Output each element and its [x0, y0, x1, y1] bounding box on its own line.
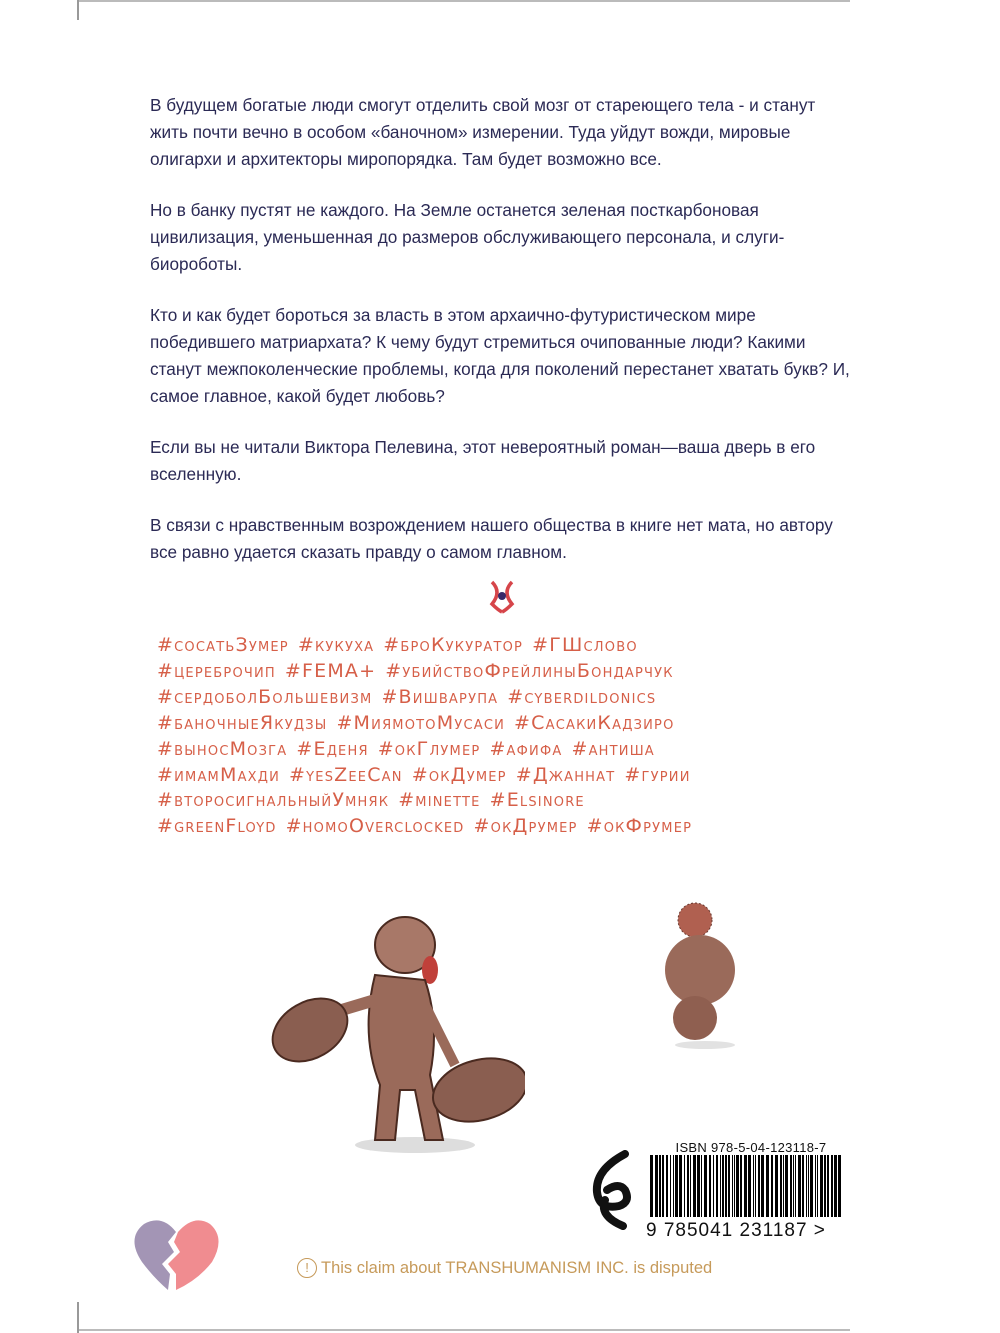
- barcode-bar: [802, 1155, 804, 1217]
- hashtag[interactable]: #СасакиКадзиро: [514, 711, 675, 734]
- page-border-bottom: [77, 1329, 850, 1331]
- barcode-bar: [675, 1155, 678, 1217]
- barcode-bar: [709, 1155, 711, 1217]
- isbn-digits: 9 785041 231187 >: [646, 1220, 826, 1241]
- barcode-bar: [755, 1155, 756, 1217]
- hashtag[interactable]: #выносМозга: [157, 737, 288, 760]
- hashtag[interactable]: #второсигнальныйУмняк: [157, 789, 390, 812]
- barcode-bar: [720, 1155, 721, 1217]
- barcode-bar: [771, 1155, 773, 1217]
- disputed-claim-notice[interactable]: [297, 1258, 712, 1278]
- hashtag[interactable]: #сердоболБольшевизм: [157, 685, 373, 708]
- hashtag[interactable]: #антиша: [571, 737, 655, 760]
- venus-figurine-illustration: [655, 900, 755, 1050]
- hashtag[interactable]: #homoOverclocked: [285, 815, 465, 838]
- barcode-bar: [775, 1155, 778, 1217]
- hashtag-list: [157, 633, 877, 840]
- hashtag[interactable]: #убийствоФрейлиныБондарчук: [385, 659, 674, 682]
- barcode-bar: [798, 1155, 801, 1217]
- hashtag[interactable]: #greenFloyd: [157, 815, 277, 838]
- hashtag[interactable]: #баночныеЯкудзы: [157, 711, 328, 734]
- hashtag[interactable]: #окГлумер: [377, 737, 481, 760]
- barcode-bar: [736, 1155, 739, 1217]
- barcode-bar: [670, 1155, 671, 1217]
- barcode-bar: [704, 1155, 707, 1217]
- barcode-bar: [687, 1155, 689, 1217]
- hashtag[interactable]: #гурии: [624, 763, 691, 786]
- barcode-bar: [783, 1155, 784, 1217]
- barcode-bar: [817, 1155, 818, 1217]
- blurb-paragraph: В будущем богатые люди смогут отделить свой мозг от стареющего тела - и станут жить почти вечно в особом «баночном» измерении. Туда уйдут вожди, мировые олигархи и архитекторы миропорядка. Там будет возможно все.: [150, 95, 816, 169]
- ornament-divider-icon: [488, 580, 516, 614]
- big-hands-man-illustration: [265, 905, 525, 1165]
- barcode-bar: [662, 1155, 664, 1217]
- barcode-bar: [808, 1155, 809, 1217]
- barcode-bar: [834, 1155, 837, 1217]
- barcode-bar: [795, 1155, 796, 1217]
- barcode-bar: [744, 1155, 747, 1217]
- barcode-bar: [753, 1155, 754, 1217]
- barcode-bar: [701, 1155, 702, 1217]
- barcode-bar: [693, 1155, 696, 1217]
- barcode-bar: [734, 1155, 735, 1217]
- barcode-bar: [831, 1155, 833, 1217]
- barcode-bar: [679, 1155, 682, 1217]
- notice-text: This claim about TRANSHUMANISM INC. is disputed: [321, 1258, 713, 1277]
- hashtag[interactable]: #yesZeeCan: [289, 763, 403, 786]
- hashtag[interactable]: #FEMA+: [284, 659, 377, 682]
- hashtag[interactable]: #окДрумер: [473, 815, 578, 838]
- hashtag[interactable]: #имамМахди: [157, 763, 281, 786]
- barcode-bar: [761, 1155, 764, 1217]
- hashtag[interactable]: #броКукуратор: [383, 634, 524, 656]
- barcode-bar: [713, 1155, 714, 1217]
- hashtag[interactable]: #Еденя: [296, 737, 369, 760]
- barcode-bar: [690, 1155, 691, 1217]
- barcode-bar: [785, 1155, 788, 1217]
- page-border-left: [77, 0, 79, 20]
- hashtag[interactable]: #кукуха: [297, 634, 375, 656]
- hashtag[interactable]: #окДумер: [411, 763, 507, 786]
- isbn-label: ISBN 978-5-04-123118-7: [675, 1140, 827, 1155]
- barcode-bar: [666, 1155, 668, 1217]
- barcode-bar: [810, 1155, 813, 1217]
- broken-heart-icon: [132, 1218, 220, 1293]
- barcode-bar: [780, 1155, 782, 1217]
- barcode-bar: [838, 1155, 841, 1217]
- barcode-bar: [820, 1155, 823, 1217]
- page-border-top: [77, 0, 850, 2]
- blurb-paragraph: Кто и как будет бороться за власть в этом архаично-футуристическом мире победившего матриархата? К чему будут стремиться очипованные люди? Какими станут межпоколенческие проблемы, когда для поколений перестанет хватать букв? И, самое главное, какой будет любовь?: [150, 305, 850, 406]
- hashtag[interactable]: #афифа: [489, 737, 563, 760]
- barcode-bar: [758, 1155, 760, 1217]
- book-blurb: [150, 92, 850, 590]
- barcode-bar: [748, 1155, 751, 1217]
- hashtag[interactable]: #цереброчип: [157, 659, 276, 682]
- blurb-paragraph: В связи с нравственным возрождением нашего общества в книге нет мата, но автору все равно удается сказать правду о самом главном.: [150, 515, 833, 562]
- barcode-bar: [827, 1155, 829, 1217]
- hashtag[interactable]: #Вишварупа: [381, 685, 499, 708]
- barcode-bar: [732, 1155, 733, 1217]
- barcode-bar: [766, 1155, 769, 1217]
- hashtag[interactable]: #окФрумер: [586, 815, 693, 838]
- hashtag[interactable]: #МиямотоМусаси: [336, 711, 506, 734]
- barcode-bar: [659, 1155, 661, 1217]
- hashtag[interactable]: #minette: [398, 789, 481, 812]
- barcode-bar: [815, 1155, 816, 1217]
- hashtag[interactable]: #Elsinore: [489, 789, 585, 812]
- barcode-bar: [722, 1155, 724, 1217]
- barcode-bar: [793, 1155, 794, 1217]
- barcode-bar: [655, 1155, 658, 1217]
- hashtag[interactable]: #cyberdildonics: [507, 685, 657, 708]
- barcode-bars: [646, 1155, 846, 1217]
- warning-icon: !: [297, 1258, 317, 1278]
- barcode-bar: [684, 1155, 685, 1217]
- page-border-left-bottom: [77, 1302, 79, 1333]
- barcode-bar: [650, 1155, 653, 1217]
- barcode-bar: [728, 1155, 730, 1217]
- barcode-bar: [806, 1155, 807, 1217]
- barcode-bar: [740, 1155, 742, 1217]
- barcode-bar: [725, 1155, 727, 1217]
- barcode-bar: [824, 1155, 826, 1217]
- barcode-bar: [716, 1155, 718, 1217]
- barcode-bar: [790, 1155, 792, 1217]
- barcode-bar: [697, 1155, 700, 1217]
- hashtag[interactable]: #ГШслово: [532, 634, 638, 656]
- publisher-logo-icon: [585, 1150, 640, 1230]
- hashtag[interactable]: #Джаннат: [515, 763, 616, 786]
- barcode-bar: [673, 1155, 674, 1217]
- isbn-barcode: [646, 1140, 856, 1242]
- blurb-paragraph: Но в банку пустят не каждого. На Земле останется зеленая посткарбоновая цивилизация, уменьшенная до размеров обслуживающего персонала, и слуги-биороботы.: [150, 200, 785, 274]
- hashtag[interactable]: #сосатьЗумер: [157, 634, 289, 656]
- blurb-paragraph: Если вы не читали Виктора Пелевина, этот невероятный роман—ваша дверь в его вселенную.: [150, 437, 816, 484]
